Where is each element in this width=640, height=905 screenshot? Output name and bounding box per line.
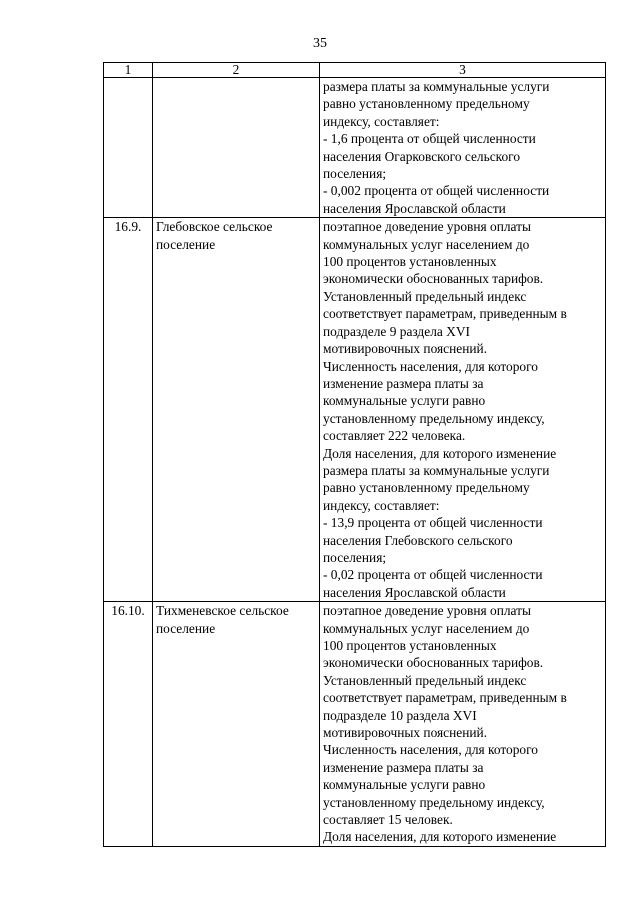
text-line: соответствует параметрам, приведенным в [323,306,567,322]
text-line: Глебовское сельское [156,219,273,235]
text-line: равно установленному предельному [323,96,530,112]
text-line: поселение [156,620,216,636]
text-line: - 0,02 процента от общей численности [323,567,543,583]
row-number: 16.9. [104,218,153,602]
text-line: - 0,002 процента от общей численности [323,183,550,199]
column-header-2: 2 [153,63,320,78]
text-line: размера платы за коммунальные услуги [323,462,550,478]
table-row [104,218,606,602]
column-header-1: 1 [104,63,153,78]
text-line: Доля населения, для которого изменение [323,829,557,845]
row-description [320,218,606,602]
settlement-name [153,78,320,218]
settlement-name [153,218,320,602]
text-line: равно установленному предельному [323,480,530,496]
text-line: подразделе 9 раздела XVI [323,323,470,339]
text-line: Установленный предельный индекс [323,672,527,688]
row-number [104,78,153,218]
text-line: коммунальные услуги равно [323,393,486,409]
text-line: мотивировочных пояснений. [323,341,488,357]
text-line: населения Ярославской области [323,200,506,216]
text-line: 100 процентов установленных [323,638,497,653]
text-line: изменение размера платы за [323,375,484,391]
text-line: поэтапное доведение уровня оплаты [323,219,532,235]
text-line: Численность населения, для которого [323,358,538,374]
text-line: Доля населения, для которого изменение [323,445,557,461]
row-description [320,602,606,847]
text-line: установленному предельному индексу, [323,410,545,426]
text-line: изменение размера платы за [323,759,484,775]
text-line: экономически обоснованных тарифов. [323,655,544,671]
tariff-table [103,62,606,847]
text-line: соответствует параметрам, приведенным в [323,690,567,706]
row-number: 16.10. [104,602,153,847]
text-line: 100 процентов установленных [323,254,497,270]
settlement-name [153,602,320,847]
text-line: Численность населения, для которого [323,742,538,758]
text-line: населения Ярославской области [323,584,506,600]
page-number: 35 [313,36,327,51]
text-line: поселение [156,236,216,252]
text-line: коммунальные услуги равно [323,777,486,793]
text-line: поселения; [323,166,387,182]
table-header-row [104,63,606,78]
text-line: коммунальных услуг населением до [323,236,530,252]
text-line: экономически обоснованных тарифов. [323,271,544,287]
row-description [320,78,606,218]
text-line: индексу, составляет: [323,497,440,513]
text-line: Тихменевское сельское [156,603,289,619]
column-header-3: 3 [320,63,606,78]
text-line: населения Глебовского сельского [323,532,513,548]
text-line: поселения; [323,549,387,565]
text-line: мотивировочных пояснений. [323,725,488,741]
text-line: установленному предельному индексу, [323,794,545,810]
text-line: составляет 222 человека. [323,428,466,444]
text-line: составляет 15 человек. [323,812,453,828]
text-line: - 1,6 процента от общей численности [323,131,536,147]
text-line: населения Огарковского сельского [323,148,521,164]
text-line: - 13,9 процента от общей численности [323,515,543,531]
text-line: индексу, составляет: [323,113,440,129]
table-row [104,78,606,218]
text-line: Установленный предельный индекс [323,288,527,304]
text-line: поэтапное доведение уровня оплаты [323,603,532,619]
text-line: размера платы за коммунальные услуги [323,79,550,94]
text-line: коммунальных услуг населением до [323,620,530,636]
text-line: подразделе 10 раздела XVI [323,707,477,723]
table-row [104,602,606,847]
